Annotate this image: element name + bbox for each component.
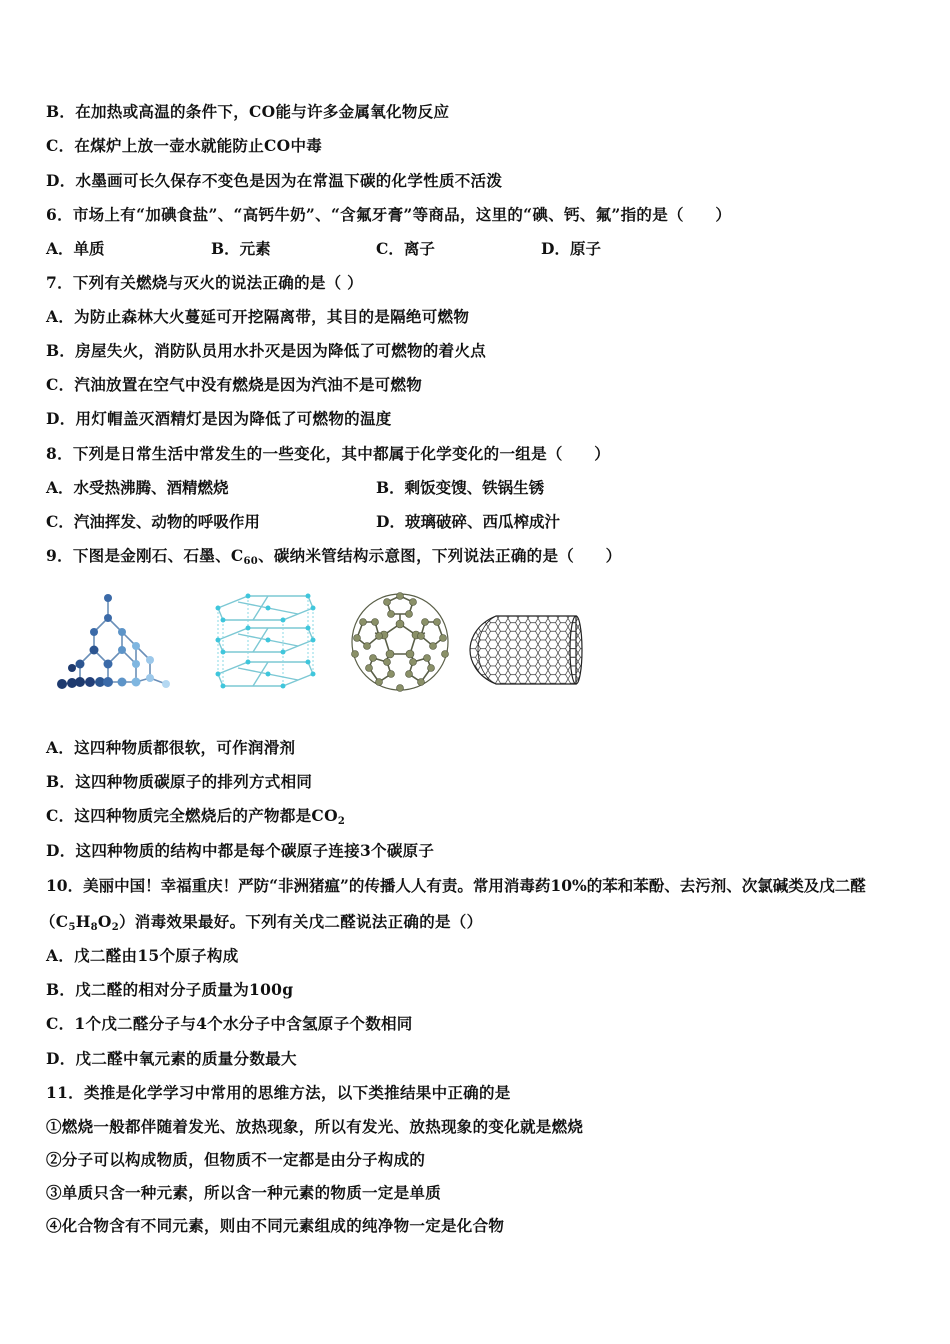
q11-statement-4: ④化合物含有不同元素，则由不同元素组成的纯净物一定是化合物: [46, 1216, 505, 1235]
q9-option-c: [46, 806, 345, 832]
c60-structure: [345, 588, 455, 696]
q10-formula-sub3: 2: [111, 922, 119, 933]
q11-statement-2: ②分子可以构成物质，但物质不一定都是由分子构成的: [46, 1150, 426, 1169]
q9-option-b: B．这四种物质碳原子的排列方式相同: [46, 772, 313, 791]
graphite-structure: [208, 588, 323, 696]
q7-option-d: D．用灯帽盖灭酒精灯是因为降低了可燃物的温度: [46, 409, 392, 428]
q6-option-a: A．单质: [46, 239, 105, 258]
q7-option-a: A．为防止森林大火蔓延可开挖隔离带，其目的是隔绝可燃物: [46, 307, 470, 326]
q10-formula-o: O: [97, 912, 112, 931]
q7-stem: 7．下列有关燃烧与灭火的说法正确的是（ ）: [46, 273, 363, 292]
q9-stem-part1: 9．下图是金刚石、石墨、C: [46, 546, 244, 565]
nanotube-structure: [468, 588, 583, 696]
q7-option-b: B．房屋失火，消防队员用水扑灭是因为降低了可燃物的着火点: [46, 341, 487, 360]
q8-option-c: C．汽油挥发、动物的呼吸作用: [46, 512, 260, 531]
q9-option-c-text: C．这四种物质完全燃烧后的产物都是CO: [46, 806, 338, 825]
q10-formula-c: （C: [40, 912, 69, 931]
q10-option-c: C．1个戊二醛分子与4个水分子中含氢原子个数相同: [46, 1014, 413, 1033]
q6-stem: 6．市场上有“加碘食盐”、“高钙牛奶”、“含氟牙膏”等商品，这里的“碘、钙、氟”指的是（ ）: [46, 205, 732, 224]
q6-option-c: C．离子: [376, 239, 435, 258]
q10-stem-rest: ）消毒效果最好。下列有关戊二醛说法正确的是（）: [119, 912, 483, 931]
q10-formula-sub2: 8: [90, 922, 98, 933]
q10-option-b: B．戊二醛的相对分子质量为100g: [46, 980, 294, 999]
q9-option-c-subscript: 2: [337, 816, 346, 827]
q8-stem: 8．下列是日常生活中常发生的一些变化，其中都属于化学变化的一组是（ ）: [46, 444, 611, 463]
q9-stem-subscript: 60: [243, 556, 259, 567]
q10-formula-sub1: 5: [68, 922, 76, 933]
q11-statement-1: ①燃烧一般都伴随着发光、放热现象，所以有发光、放热现象的变化就是燃烧: [46, 1117, 584, 1136]
diamond-structure: [50, 588, 180, 696]
q5-option-d: D．水墨画可长久保存不变色是因为在常温下碳的化学性质不活泼: [46, 171, 503, 190]
q6-option-d: D．原子: [541, 239, 601, 258]
q9-option-a: A．这四种物质都很软，可作润滑剂: [46, 738, 296, 757]
q5-option-c: C．在煤炉上放一壶水就能防止CO中毒: [46, 136, 323, 155]
q11-statement-3: ③单质只含一种元素，所以含一种元素的物质一定是单质: [46, 1183, 442, 1202]
q11-stem: 11．类推是化学学习中常用的思维方法，以下类推结果中正确的是: [46, 1083, 511, 1102]
carbon-structures-figure: [50, 588, 590, 698]
q9-stem-part2: 、碳纳米管结构示意图，下列说法正确的是（ ）: [258, 546, 622, 565]
q8-option-b: B．剩饭变馊、铁锅生锈: [376, 478, 545, 497]
q10-option-d: D．戊二醛中氧元素的质量分数最大: [46, 1049, 297, 1068]
q10-formula-h: H: [75, 912, 91, 931]
q5-option-b: B．在加热或高温的条件下，CO能与许多金属氧化物反应: [46, 102, 450, 121]
q7-option-c: C．汽油放置在空气中没有燃烧是因为汽油不是可燃物: [46, 375, 423, 394]
q9-option-d: D．这四种物质的结构中都是每个碳原子连接3个碳原子: [46, 841, 435, 860]
q10-option-a: A．戊二醛由15个原子构成: [46, 946, 239, 965]
q10-stem-line1: 10．美丽中国！幸福重庆！严防“非洲猪瘟”的传播人人有责。常用消毒药10%的苯和苯酚、去污剂、次氯碱类及戊二醛: [46, 876, 866, 895]
q10-stem-line2: [40, 912, 482, 938]
q6-option-b: B．元素: [211, 239, 271, 258]
q8-option-d: D．玻璃破碎、西瓜榨成汁: [376, 512, 560, 531]
q9-stem: [46, 546, 621, 572]
q8-option-a: A．水受热沸腾、酒精燃烧: [46, 478, 229, 497]
